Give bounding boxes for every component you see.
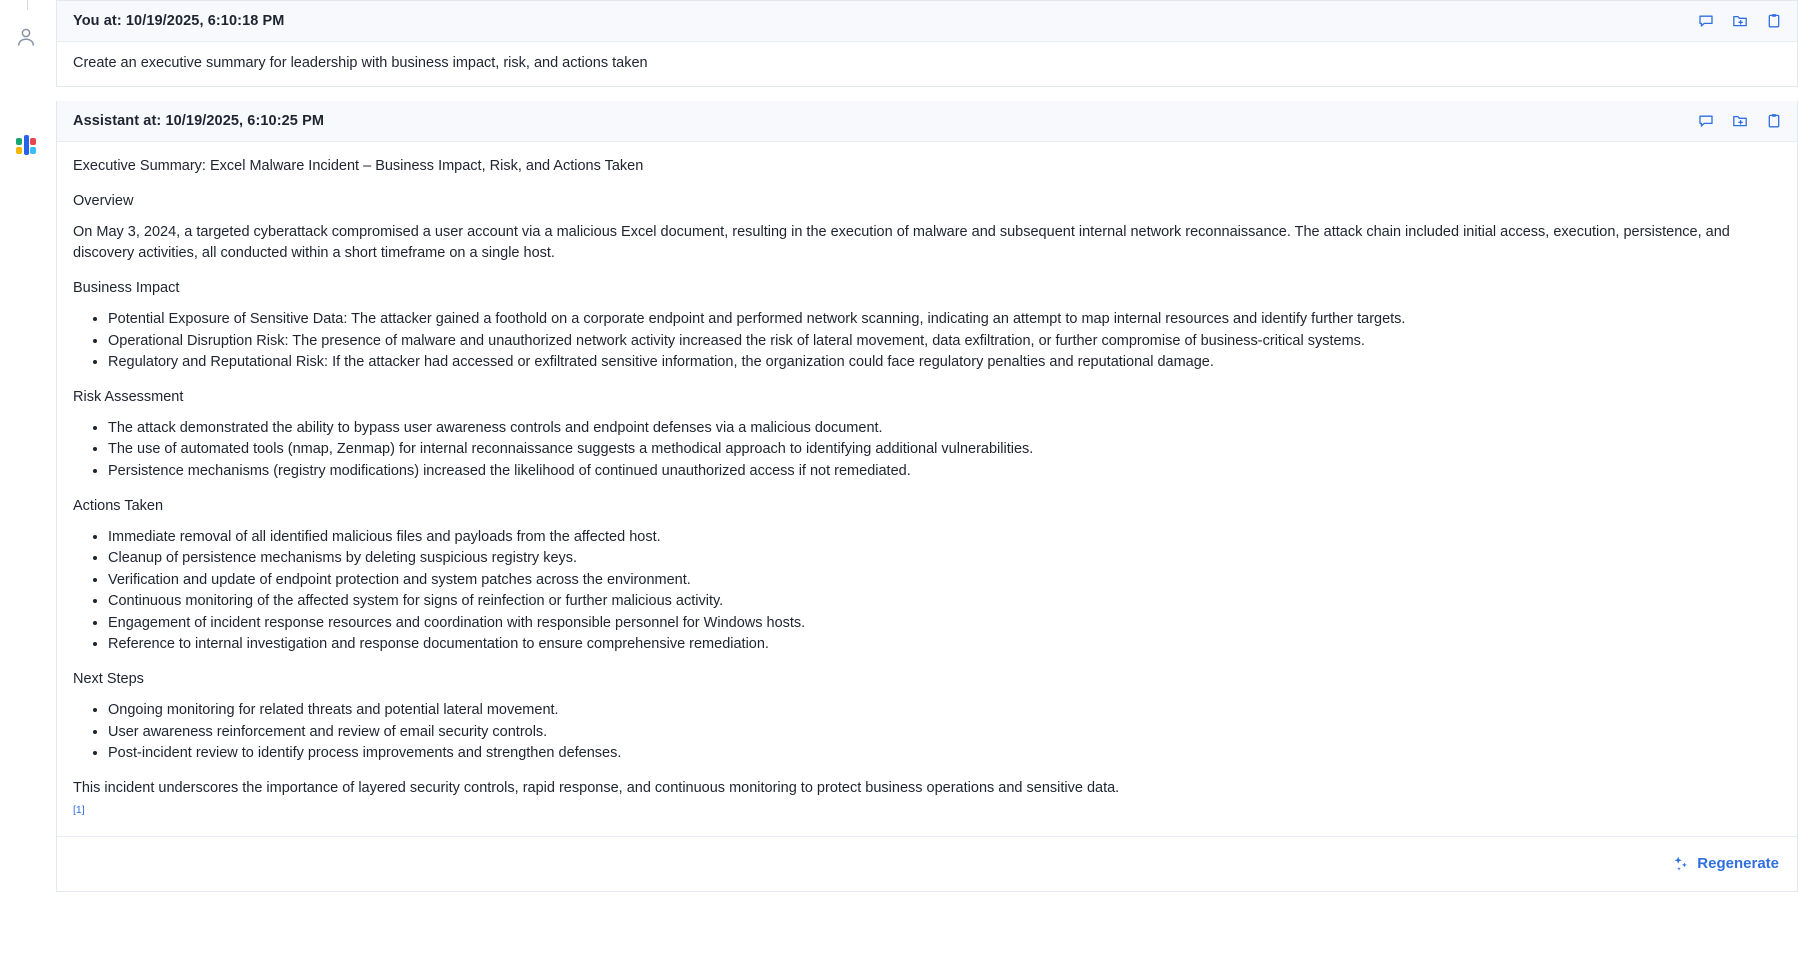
folder-add-icon[interactable] [1731, 12, 1749, 30]
section-bullets-risk-assessment [73, 418, 1781, 482]
section-heading-business-impact: Business Impact [73, 280, 180, 297]
section-bullets-actions-taken [73, 527, 1781, 655]
list-item: • Verification and update of endpoint protection and system patches across the environment. [108, 570, 1781, 591]
section-heading-next-steps: Next Steps [73, 671, 144, 688]
thread-line [27, 0, 28, 10]
section-bullets-business-impact [73, 309, 1781, 373]
assistant-message-label: Assistant at: 10/19/2025, 6:10:25 PM [73, 113, 325, 129]
list-item: • The attack demonstrated the ability to bypass user awareness controls and endpoint defenses via a malicious document. [108, 418, 1781, 439]
list-item: • Continuous monitoring of the affected system for signs of reinfection or further malicious activity. [108, 591, 1781, 612]
list-item: • Cleanup of persistence mechanisms by deleting suspicious registry keys. [108, 548, 1781, 569]
regenerate-label: Regenerate [1697, 855, 1779, 873]
list-item: • User awareness reinforcement and review of email security controls. [108, 722, 1781, 743]
user-message-header [57, 1, 1797, 42]
list-item: • Regulatory and Reputational Risk: If the attacker had accessed or exfiltrated sensitive information, the organization could face regulatory penalties and reputational damage. [108, 352, 1781, 373]
assistant-message-actions [1697, 112, 1783, 130]
list-item: • Persistence mechanisms (registry modifications) increased the likelihood of continued unauthorized access if not remediated. [108, 461, 1781, 482]
user-message [56, 0, 1798, 87]
section-heading-overview: Overview [73, 193, 134, 210]
thread-gutter [0, 0, 56, 962]
list-item: • Post-incident review to identify process improvements and strengthen defenses. [108, 743, 1781, 764]
list-item: • The use of automated tools (nmap, Zenmap) for internal reconnaissance suggests a methodical approach to identifying additional vulnerabilities. [108, 439, 1781, 460]
comment-icon[interactable] [1697, 112, 1715, 130]
list-item: • Immediate removal of all identified malicious files and payloads from the affected host. [108, 527, 1781, 548]
section-bullets-next-steps [73, 700, 1781, 764]
citation-link[interactable]: [1] [73, 803, 85, 816]
assistant-message [56, 101, 1798, 892]
summary-title: Executive Summary: Excel Malware Incident – Business Impact, Risk, and Actions Taken [73, 158, 644, 174]
section-heading-risk-assessment: Risk Assessment [73, 388, 184, 405]
user-message-label: You at: 10/19/2025, 6:10:18 PM [73, 13, 285, 29]
list-item: • Operational Disruption Risk: The presence of malware and unauthorized network activity increased the risk of lateral movement, data exfiltration, or further compromise of business-critical systems. [108, 331, 1781, 352]
message-list [56, 0, 1798, 906]
assistant-message-body [57, 142, 1797, 836]
folder-add-icon[interactable] [1731, 112, 1749, 130]
assistant-logo-icon [16, 135, 36, 155]
list-item: • Reference to internal investigation and response documentation to ensure comprehensive remediation. [108, 634, 1781, 655]
user-message-text: Create an executive summary for leadership with business impact, risk, and actions taken [73, 55, 648, 71]
assistant-message-footer [57, 836, 1797, 891]
assistant-avatar [7, 126, 45, 164]
regenerate-button[interactable] [1672, 855, 1779, 872]
user-avatar [7, 18, 45, 56]
section-paragraph-overview: On May 3, 2024, a targeted cyberattack compromised a user account via a malicious Excel document, resulting in the execution of malware and subsequent internal network reconnaissance. The attack chain included initial access, execution, persistence, and discovery activities, all conducted within a short timeframe on a single host. [73, 224, 1734, 262]
assistant-message-header [57, 101, 1797, 142]
list-item: • Potential Exposure of Sensitive Data: The attacker gained a foothold on a corporate endpoint and performed network scanning, indicating an attempt to map internal resources and identify further targets. [108, 309, 1781, 330]
list-item: • Ongoing monitoring for related threats and potential lateral movement. [108, 700, 1781, 721]
user-avatar-icon [14, 25, 38, 49]
sparkle-icon [1672, 855, 1689, 872]
comment-icon[interactable] [1697, 12, 1715, 30]
list-item: • Engagement of incident response resources and coordination with responsible personnel for Windows hosts. [108, 613, 1781, 634]
clipboard-icon[interactable] [1765, 12, 1783, 30]
clipboard-icon[interactable] [1765, 112, 1783, 130]
section-heading-actions-taken: Actions Taken [73, 497, 164, 514]
closing-paragraph: This incident underscores the importance of layered security controls, rapid response, and continuous monitoring to protect business operations and sensitive data. [73, 779, 1120, 796]
user-message-actions [1697, 12, 1783, 30]
